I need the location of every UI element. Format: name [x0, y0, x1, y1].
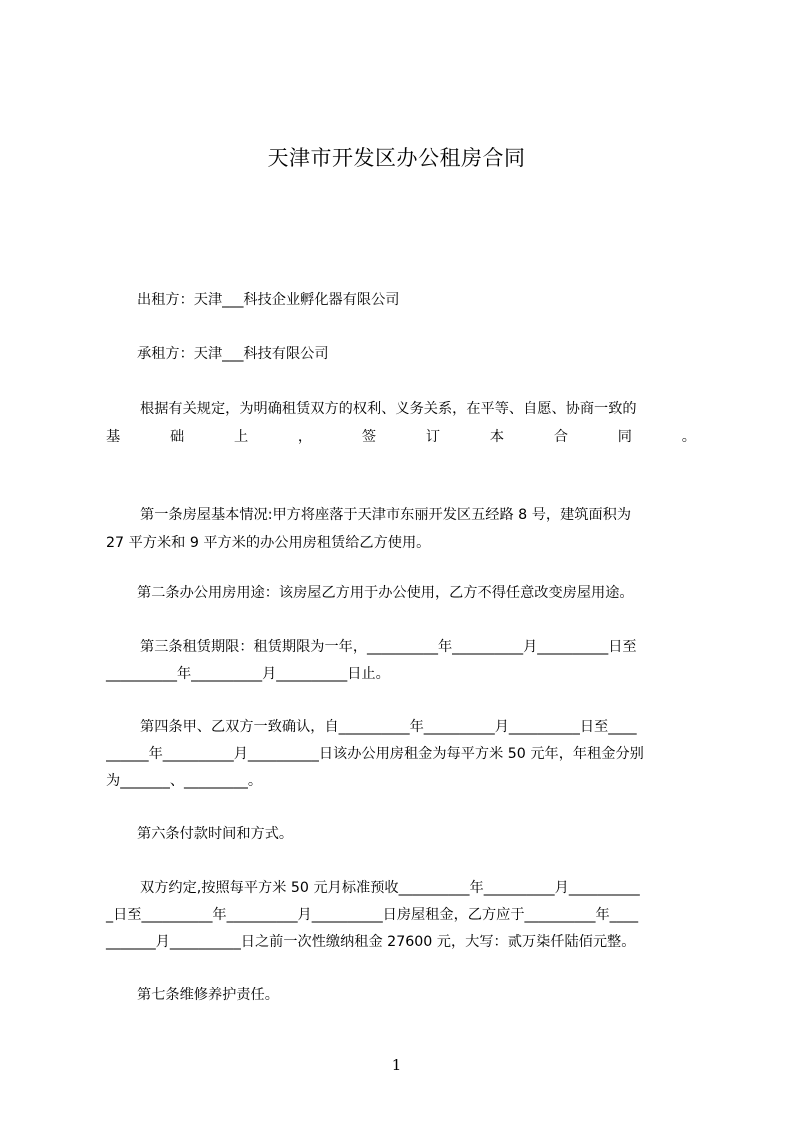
article-3-line-2: __________年__________月__________日止。: [106, 666, 390, 682]
preamble-char: ，: [297, 429, 313, 445]
article-2-line-1: 第二条办公用房用途：该房屋乙方用于办公使用，乙方不得任意改变房屋用途。: [137, 585, 634, 601]
article-1-line-1: 第一条房屋基本情况:甲方将座落于天津市东丽开发区五经路 8 号，建筑面积为: [140, 507, 632, 523]
preamble-char: 础: [169, 429, 185, 445]
article-4-line-2: ______年__________月__________日该办公用房租金为每平方米 50 元年，年租金分别: [106, 746, 644, 762]
preamble-char: 同: [617, 429, 632, 445]
preamble-char: 签: [361, 429, 377, 445]
article-1-line-2: 27 平方米和 9 平方米的办公用房租赁给乙方使用。: [106, 535, 431, 551]
payment-line-2: _日至__________年__________月__________日房屋租金，乙方应于__________年____: [106, 907, 639, 923]
article-4-line-3: 为_______、_________。: [106, 773, 263, 789]
article-7-line-1: 第七条维修养护责任。: [137, 987, 279, 1003]
article-4-line-1: 第四条甲、乙双方一致确认，自__________年__________月__________日至____: [140, 719, 637, 735]
document-title: 天津市开发区办公租房合同: [267, 146, 526, 170]
preamble-line-2: [106, 428, 696, 446]
article-6-line-1: 第六条付款时间和方式。: [137, 826, 294, 842]
article-3-line-1: 第三条租赁期限：租赁期限为一年，__________年__________月__________日至: [140, 639, 637, 655]
preamble-char: 上: [233, 429, 249, 445]
page-number: 1: [391, 1056, 402, 1074]
preamble-char: 本: [489, 429, 505, 445]
lessor-line: 出租方：天津___科技企业孵化器有限公司: [137, 292, 400, 308]
preamble-char: 订: [425, 429, 441, 445]
preamble-line-1: 根据有关规定，为明确租赁双方的权利、义务关系，在平等、自愿、协商一致的: [140, 401, 637, 417]
preamble-char: 基: [106, 429, 121, 445]
lessee-line: 承租方：天津___科技有限公司: [137, 346, 329, 362]
payment-line-3: _______月__________日之前一次性缴纳租金 27600 元，大写：贰万柒仟陆佰元整。: [106, 934, 636, 950]
payment-line-1: 双方约定,按照每平方米 50 元月标准预收__________年__________月__________: [140, 880, 640, 896]
preamble-char: 。: [681, 429, 696, 445]
preamble-char: 合: [553, 429, 568, 445]
